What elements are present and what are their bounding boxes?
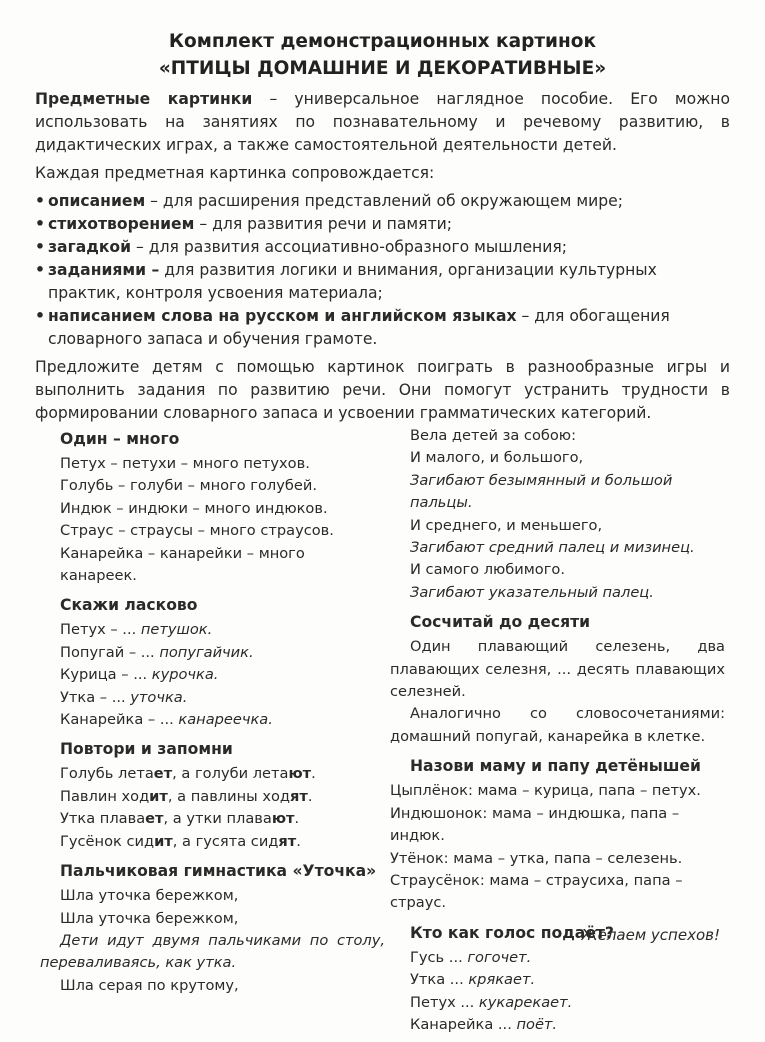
italic-text: Загибают средний палец и мизинец. [410, 539, 695, 557]
italic-text: гогочет. [467, 948, 532, 966]
section [40, 593, 385, 731]
feature-list-item [35, 213, 730, 236]
bold-text: ит [154, 832, 173, 850]
title-line-1: Комплект демонстрационных картинок [168, 31, 597, 52]
section-line [40, 687, 385, 709]
section [40, 859, 385, 997]
text: Утка ... [410, 971, 469, 989]
intro-paragraph [35, 356, 730, 425]
italic-text: канареечка. [178, 711, 273, 729]
text: – для развития ассоциативно-образного мышления; [131, 238, 568, 256]
section-line [40, 498, 385, 520]
section-line [40, 543, 385, 588]
text: – для развития речи и памяти; [194, 215, 453, 233]
section-heading: Назови маму и папу детёнышей [410, 757, 701, 776]
text: Павлин ход [60, 787, 150, 805]
section-line [390, 425, 725, 447]
text: Петух ... [410, 993, 479, 1011]
section-line [40, 520, 385, 542]
bold-text: описанием [48, 192, 146, 210]
section-line [390, 969, 725, 991]
section-line [390, 703, 725, 748]
bold-text: ят [289, 787, 308, 805]
intro-paragraph [35, 162, 730, 185]
text: для развития логики и внимания, организации культурных практик, контроля усвоения материала; [48, 261, 657, 302]
text: Индюшонок: мама – индюшка, папа – индюк. [390, 804, 680, 845]
text: Вела детей за собою: [410, 427, 576, 444]
text: Утёнок: мама – утка, папа – селезень. [390, 849, 683, 867]
section-line [390, 582, 725, 604]
text: – универсальное наглядное пособие. Его можно использовать на занятиях по познавательному и речевому развитию, в дидактических играх, а также самостоятельной деятельности детей. [35, 90, 731, 154]
text: . [311, 765, 316, 783]
section-line [40, 885, 385, 907]
bold-text: ит [149, 787, 168, 805]
italic-text: Загибают указательный палец. [410, 583, 654, 601]
text: Страусёнок: мама – страусиха, папа – страус. [390, 871, 683, 912]
text: Утка – ... [60, 688, 131, 706]
text: Один плавающий селезень, два плавающих селезня, ... десять плавающих селезней. [390, 638, 725, 701]
bold-text: ют [288, 765, 312, 783]
text: . [307, 787, 313, 805]
section-line [390, 803, 725, 848]
section-line [390, 992, 725, 1014]
text: И самого любимого. [410, 561, 565, 579]
text: Петух – петухи – много петухов. [60, 455, 310, 472]
text: Цыплёнок: мама – курица, папа – петух. [390, 782, 701, 800]
text: . [296, 832, 301, 850]
text: , а гусята сид [172, 832, 279, 850]
bold-text: ет [145, 810, 164, 828]
section-line [40, 453, 385, 475]
section-line [40, 930, 385, 975]
text: Шла уточка бережком, [60, 887, 239, 905]
feature-list-item [35, 190, 730, 213]
section-line [40, 709, 385, 731]
text: , а павлины ход [167, 787, 290, 805]
text: Шла серая по крутому, [60, 976, 239, 994]
title-line-2: «ПТИЦЫ ДОМАШНИЕ И ДЕКОРАТИВНЫЕ» [158, 58, 607, 79]
left-column [40, 425, 385, 1003]
feature-list-item [35, 236, 730, 259]
intro-section [35, 88, 730, 430]
text: Предложите детям с помощью картинок поиграть в разнообразные игры и выполнить задания по развитию речи. Они помогут устранить трудности в формировании словарного запаса и усвоении грамматических категорий. [35, 358, 730, 422]
section-line [40, 475, 385, 497]
section-line [390, 848, 725, 870]
document-title [0, 28, 765, 82]
text: – для обогащения словарного запаса и обучения грамоте. [48, 307, 670, 348]
section [390, 610, 725, 748]
right-column [390, 425, 725, 1042]
text: Петух – ... [60, 621, 141, 639]
section-line [40, 619, 385, 641]
feature-list-item [35, 259, 730, 305]
section-line [40, 786, 385, 808]
italic-text: уточка. [130, 688, 188, 706]
text: Аналогично со словосочетаниями: домашний попугай, канарейка в клетке. [390, 705, 725, 745]
section-heading: Один – много [60, 430, 180, 448]
bold-text: ят [278, 832, 297, 850]
section-line [390, 947, 725, 969]
text: . [294, 810, 300, 828]
section [390, 754, 725, 914]
italic-text: Дети идут двумя пальчиками по столу, переваливаясь, как утка. [40, 931, 385, 972]
intro-paragraph [35, 88, 730, 157]
text: Утка плава [60, 810, 146, 828]
text: Попугай – ... [60, 643, 160, 661]
section-line [390, 470, 725, 515]
text: , а утки плава [163, 810, 272, 828]
section [390, 425, 725, 604]
italic-text: петушок. [140, 621, 213, 639]
text: Канарейка – ... [60, 711, 179, 729]
text: Страус – страусы – много страусов. [60, 522, 334, 540]
italic-text: крякает. [468, 971, 536, 989]
section [40, 737, 385, 853]
bold-text: загадкой [48, 238, 132, 256]
section-line [40, 908, 385, 930]
italic-text: попугайчик. [159, 643, 254, 661]
text: Канарейка ... [410, 1015, 517, 1033]
section-line [40, 808, 385, 830]
section-line [390, 447, 725, 469]
section-line [40, 763, 385, 785]
text: Голубь – голуби – много голубей. [60, 477, 317, 495]
italic-text: Загибают безымянный и большой пальцы. [410, 471, 673, 512]
text: – для расширения представлений об окружающем мире; [145, 192, 624, 210]
text: Канарейка – канарейки – много канареек. [60, 544, 305, 585]
feature-list-item [35, 305, 730, 351]
section-line [390, 780, 725, 802]
text: , а голуби лета [172, 765, 289, 783]
text: Каждая предметная картинка сопровождается: [35, 164, 435, 182]
text: И среднего, и меньшего, [410, 516, 603, 534]
section-line [390, 870, 725, 915]
section-heading: Кто как голос подаёт? [410, 923, 614, 942]
section-line [40, 642, 385, 664]
section-line [390, 559, 725, 581]
section-line [390, 515, 725, 537]
section-line [40, 664, 385, 686]
section-line [390, 1014, 725, 1036]
closing-text: Желаем успехов! [581, 926, 720, 944]
bold-text: написанием слова на русском и английском языках [48, 307, 517, 325]
italic-text: кукарекает. [478, 993, 573, 1011]
text: Гусёнок сид [60, 832, 155, 850]
section-line [390, 537, 725, 559]
section-line [40, 975, 385, 997]
bold-text: ют [271, 810, 295, 828]
text: Шла уточка бережком, [60, 909, 239, 927]
text: И малого, и большого, [410, 449, 584, 467]
italic-text: поёт. [516, 1015, 558, 1033]
bold-text: Предметные картинки [35, 90, 253, 108]
section-heading: Повтори и запомни [60, 740, 233, 759]
text: Гусь ... [410, 948, 468, 966]
text: Курица – ... [60, 666, 152, 684]
section [40, 427, 385, 587]
section-heading: Пальчиковая гимнастика «Уточка» [60, 862, 377, 881]
text: Индюк – индюки – много индюков. [60, 499, 328, 517]
section-heading: Сосчитай до десяти [410, 613, 591, 632]
italic-text: курочка. [151, 666, 219, 684]
feature-list [35, 190, 730, 351]
section-line [40, 831, 385, 853]
bold-text: заданиями – [48, 261, 160, 279]
text: Голубь лета [60, 765, 154, 783]
section-heading: Скажи ласково [60, 596, 198, 615]
section-line [390, 636, 725, 703]
bold-text: ет [153, 765, 173, 783]
bold-text: стихотворением [48, 215, 195, 233]
